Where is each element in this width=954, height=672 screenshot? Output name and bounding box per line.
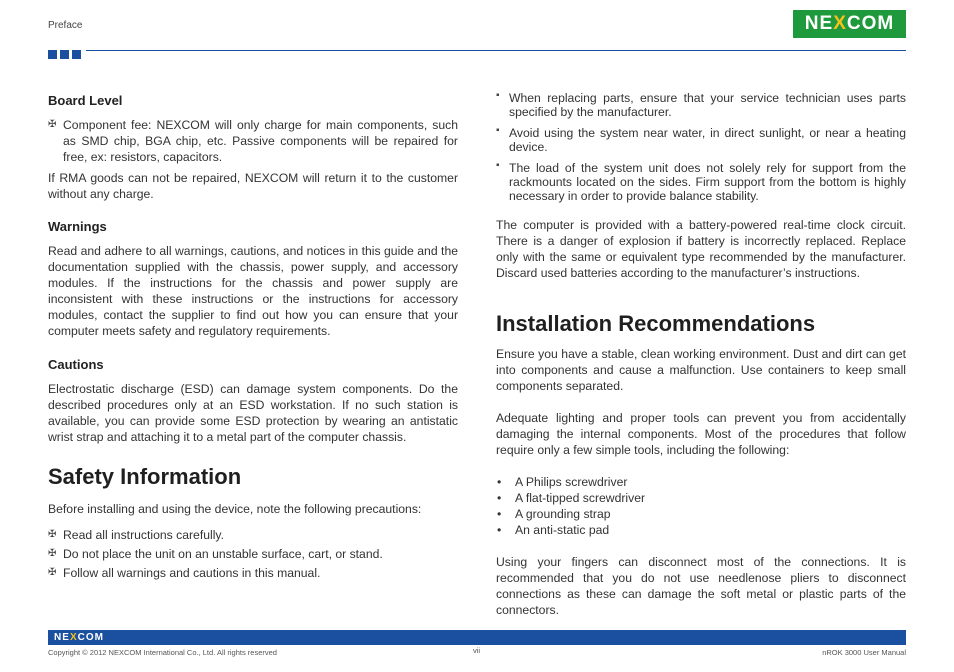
x-bullet-icon: ✠ [48,119,57,130]
footer-bar [48,630,906,645]
installation-p3: Using your fingers can disconnect most of the connections. It is recommended that you do not use needlenose pliers to disconnect connections as these can damage the soft metal or plastic parts of the connectors. [496,555,906,617]
installation-title: Installation Recommendations [496,311,816,336]
logo-text: NEXCOM [54,632,104,643]
header-rule [86,50,906,51]
round-bullet-icon: • [497,507,502,521]
installation-p2: Adequate lighting and proper tools can prevent you from accidentally damaging the internal components. Most of the procedures that follow require only a few simple tools, including the following: [496,411,906,457]
logo-text: NEXCOM [804,13,895,34]
list-item: ✠ Follow all warnings and cautions in this manual. [48,566,321,580]
list-item: • A flat-tipped screwdriver [497,491,646,505]
left-column [48,93,458,581]
board-level-list [48,117,458,165]
list-item: • A Philips screwdriver [497,475,628,489]
list-item: ▪ The load of the system unit does not solely rely for support from the rackmounts located on the sides. Firm support from the bottom is highly necessary in order to provide balance stability. [496,160,906,203]
x-bullet-icon: ✠ [48,529,57,540]
manual-name: nROK 3000 User Manual [822,648,906,657]
list-item: ✠ Read all instructions carefully. [48,528,224,542]
board-level-heading: Board Level [48,93,123,108]
page-number: vii [473,646,481,655]
right-column [496,91,906,618]
list-item: • A grounding strap [497,507,611,521]
warnings-heading: Warnings [48,219,107,234]
rma-note: If RMA goods can not be repaired, NEXCOM will return it to the customer without any charge. [48,171,458,201]
list-item: ✠ Do not place the unit on an unstable surface, cart, or stand. [48,547,383,561]
precautions-list [496,91,906,203]
list-item: ✠ Component fee: NEXCOM will only charge for main components, such as SMD chip, BGA chip, etc. Passive components will be repaired for free, ex: resistors, capacitors. [48,118,458,164]
warnings-text: Read and adhere to all warnings, cautions, and notices in this guide and the documentation supplied with the chassis, power supply, and accessory modules. If the instructions for the chassis and power supply are inconsistent with these instructions or the instructions for accessory modules, contact the supplier to find out how you can ensure that your computer meets safety and regulatory requirements. [48,244,458,338]
cautions-heading: Cautions [48,357,104,372]
section-label: Preface [48,20,83,31]
cautions-text: Electrostatic discharge (ESD) can damage system components. Do the described procedures only at an ESD workstation. If no such station is available, you can provide some ESD protection by wearing an antistatic wrist strap and attaching it to a metal part of the computer chassis. [48,382,458,444]
square-bullet-icon: ▪ [496,90,500,101]
list-item: • An anti-static pad [497,523,610,537]
nexcom-logo [793,10,906,38]
installation-p1: Ensure you have a stable, clean working environment. Dust and dirt can get into components and cause a malfunction. Use containers to keep small components separated. [496,347,906,393]
safety-intro: Before installing and using the device, note the following precautions: [48,502,422,516]
list-item: ▪ When replacing parts, ensure that your service technician uses parts specified by the manufacturer. [496,90,906,119]
round-bullet-icon: • [497,523,502,537]
x-bullet-icon: ✠ [48,567,57,578]
list-item: ▪ Avoid using the system near water, in direct sunlight, or near a heating device. [496,125,906,154]
tools-list [496,474,906,538]
header-squares-decoration [48,50,81,59]
footer-nexcom-logo [48,630,110,645]
safety-title: Safety Information [48,464,242,489]
battery-text: The computer is provided with a battery-powered real-time clock circuit. There is a danger of explosion if battery is incorrectly replaced. Replace only with the same or equivalent type recommended by the manufacturer. Discard used batteries according to the manufacturer’s instructions. [496,218,906,280]
copyright-text: Copyright © 2012 NEXCOM International Co., Ltd. All rights reserved [48,648,277,657]
round-bullet-icon: • [497,491,502,505]
x-bullet-icon: ✠ [48,548,57,559]
square-bullet-icon: ▪ [496,160,500,171]
square-bullet-icon: ▪ [496,125,500,136]
safety-list [48,527,458,581]
round-bullet-icon: • [497,475,502,489]
